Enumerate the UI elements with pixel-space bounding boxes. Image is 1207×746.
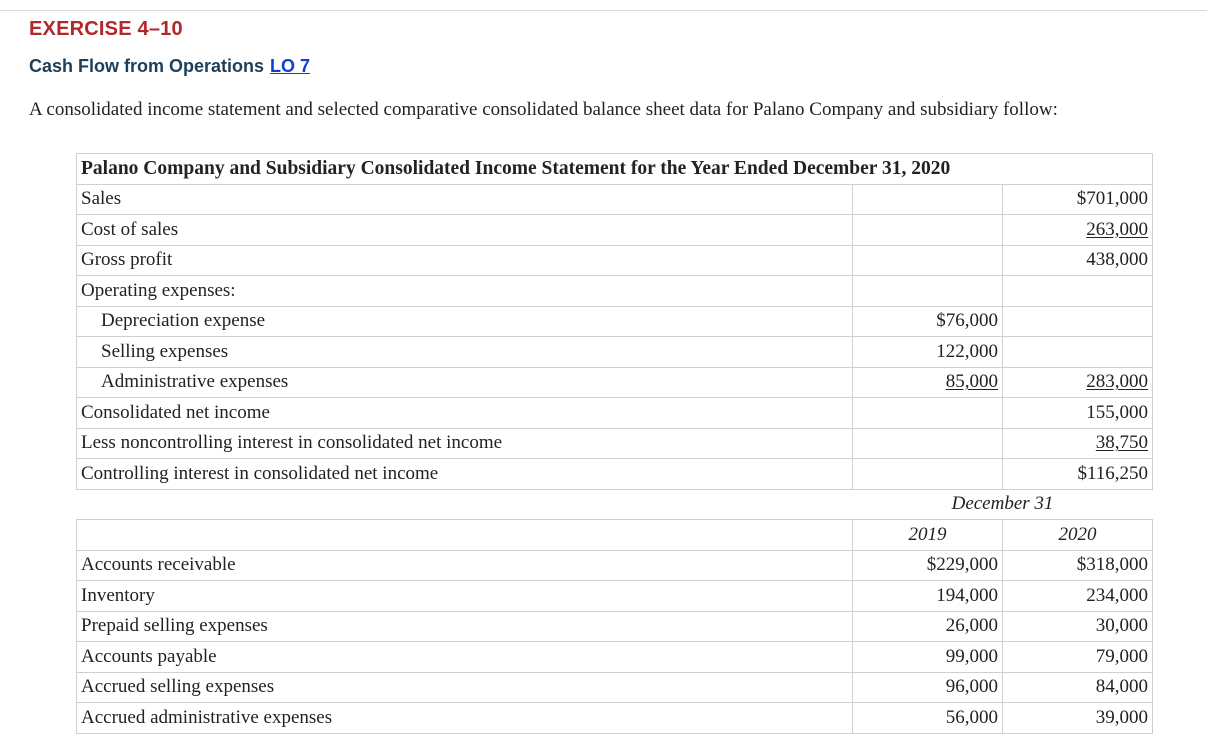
intro-paragraph: A consolidated income statement and selected comparative consolidated balance sheet data for Palano Company and subsidiary follow: [29, 99, 1058, 120]
row-label: Inventory [77, 581, 853, 612]
row-2020: 39,000 [1003, 703, 1153, 734]
row-label: Accounts receivable [77, 550, 853, 581]
table-row [77, 642, 1153, 673]
table-row [77, 459, 1153, 490]
row-amount: 85,000 [945, 371, 998, 393]
row-label: Accounts payable [77, 642, 853, 673]
row-2020: $318,000 [1003, 550, 1153, 581]
year-2020-header: 2020 [1003, 520, 1153, 551]
table-row [77, 672, 1153, 703]
table-row [77, 215, 1153, 246]
table-row [77, 398, 1153, 429]
row-label: Gross profit [77, 245, 853, 276]
row-amount: $701,000 [1003, 184, 1153, 215]
row-2019: 56,000 [853, 703, 1003, 734]
table-row [77, 428, 1153, 459]
row-2019: 99,000 [853, 642, 1003, 673]
table-row [77, 581, 1153, 612]
row-label: Prepaid selling expenses [77, 611, 853, 642]
row-label: Controlling interest in consolidated net income [77, 459, 853, 490]
exercise-title: EXERCISE 4–10 [29, 18, 183, 40]
row-2019: 194,000 [853, 581, 1003, 612]
row-label: Sales [77, 184, 853, 215]
row-amount: 38,750 [1095, 432, 1149, 454]
year-2019-header: 2019 [853, 520, 1003, 551]
row-2019: $229,000 [853, 550, 1003, 581]
row-amount: 263,000 [1086, 218, 1149, 240]
consolidated-income-statement-table [76, 153, 1153, 734]
table-title-row [77, 154, 1153, 185]
row-label: Consolidated net income [77, 398, 853, 429]
table-row [77, 367, 1153, 398]
row-amount: 155,000 [1003, 398, 1153, 429]
lo-link[interactable]: LO 7 [270, 56, 311, 76]
statement-title: Palano Company and Subsidiary Consolidated Income Statement for the Year Ended December 31, 2020 [77, 154, 1153, 185]
table-row [77, 550, 1153, 581]
row-label: Selling expenses [77, 337, 853, 368]
row-2020: 79,000 [1003, 642, 1153, 673]
row-label: Less noncontrolling interest in consolidated net income [77, 428, 853, 459]
table-row [77, 184, 1153, 215]
row-total: 283,000 [1086, 371, 1149, 393]
top-divider [0, 10, 1207, 11]
balance-sheet-date-header: December 31 [951, 493, 1054, 515]
subtitle-text: Cash Flow from Operations [29, 56, 265, 76]
exercise-subtitle [29, 56, 310, 77]
row-label: Administrative expenses [77, 367, 853, 398]
row-label: Operating expenses: [77, 276, 853, 307]
row-2020: 234,000 [1003, 581, 1153, 612]
table-row [77, 276, 1153, 307]
row-2019: 96,000 [853, 672, 1003, 703]
row-amount: 122,000 [853, 337, 1003, 368]
table-row [77, 703, 1153, 734]
row-label: Cost of sales [77, 215, 853, 246]
row-label: Accrued administrative expenses [77, 703, 853, 734]
table-row [77, 306, 1153, 337]
row-2020: 84,000 [1003, 672, 1153, 703]
row-label: Depreciation expense [77, 306, 853, 337]
balance-sheet-header-row [77, 489, 1153, 520]
row-label: Accrued selling expenses [77, 672, 853, 703]
row-amount: $76,000 [853, 306, 1003, 337]
balance-sheet-years-row [77, 520, 1153, 551]
table-row [77, 611, 1153, 642]
table-row [77, 337, 1153, 368]
row-amount: 438,000 [1003, 245, 1153, 276]
row-amount: $116,250 [1003, 459, 1153, 490]
table-row [77, 245, 1153, 276]
row-2020: 30,000 [1003, 611, 1153, 642]
row-2019: 26,000 [853, 611, 1003, 642]
